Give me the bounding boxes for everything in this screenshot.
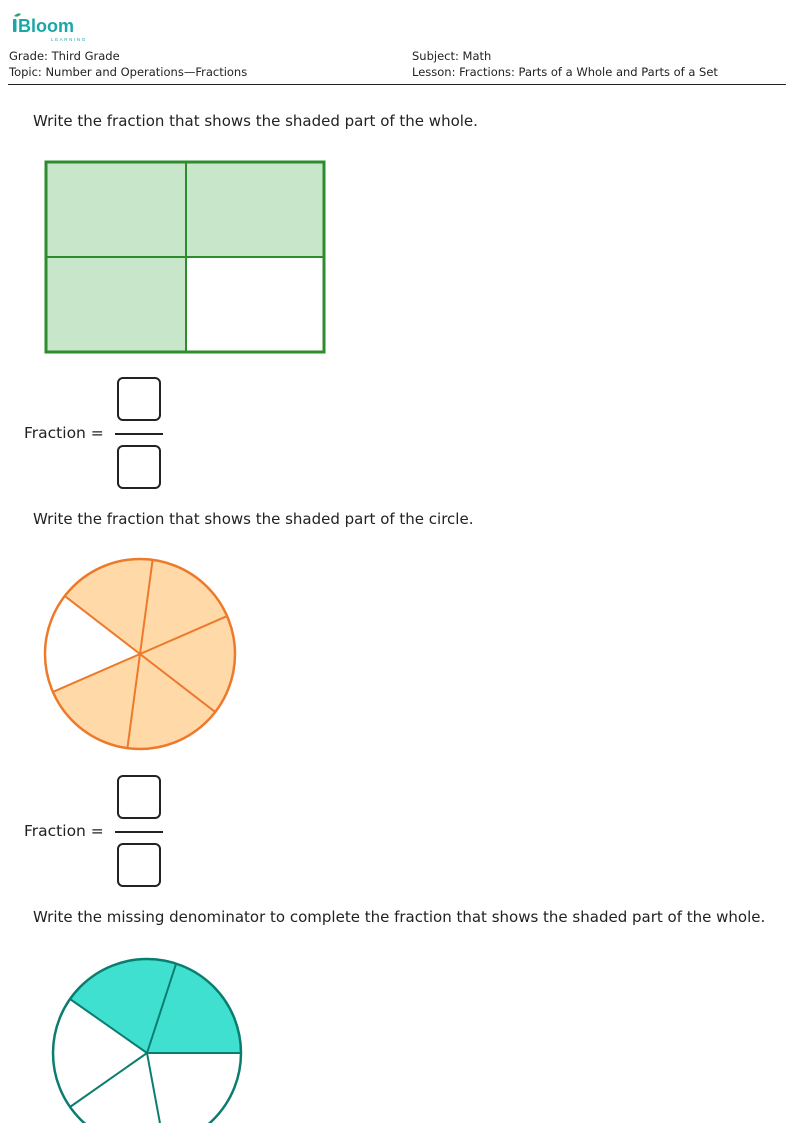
fraction-label-1: Fraction = (24, 424, 104, 442)
numerator-input-2[interactable] (117, 775, 161, 819)
fraction-label-2: Fraction = (24, 822, 104, 840)
grade-label: Grade: Third Grade (9, 49, 120, 63)
denominator-input-2[interactable] (117, 843, 161, 887)
rect-part-1 (46, 162, 186, 257)
denominator-input-1[interactable] (117, 445, 161, 489)
partial-circle-figure (48, 953, 248, 1123)
numerator-input-1[interactable] (117, 377, 161, 421)
subject-label: Subject: Math (412, 49, 492, 63)
question-2-prompt: Write the fraction that shows the shaded part of the circle. (33, 510, 474, 528)
logo-tagline: LEARNING (51, 37, 87, 42)
ibloom-logo (9, 12, 99, 46)
white-slice-3 (147, 1053, 241, 1123)
question-3-prompt: Write the missing denominator to complete the fraction that shows the shaded part of the whole. (33, 908, 766, 926)
logo-wordmark: Bloom (18, 16, 74, 36)
header-divider (8, 84, 786, 85)
rect-part-2 (186, 162, 324, 257)
rect-part-4 (186, 257, 324, 352)
lesson-label: Lesson: Fractions: Parts of a Whole and Parts of a Set (412, 65, 718, 79)
fraction-bar-1 (115, 433, 163, 435)
circle-figure (43, 557, 239, 753)
rectangle-figure (44, 160, 326, 354)
question-1-prompt: Write the fraction that shows the shaded part of the whole. (33, 112, 478, 130)
topic-label: Topic: Number and Operations—Fractions (9, 65, 248, 79)
fraction-bar-2 (115, 831, 163, 833)
rect-part-3 (46, 257, 186, 352)
